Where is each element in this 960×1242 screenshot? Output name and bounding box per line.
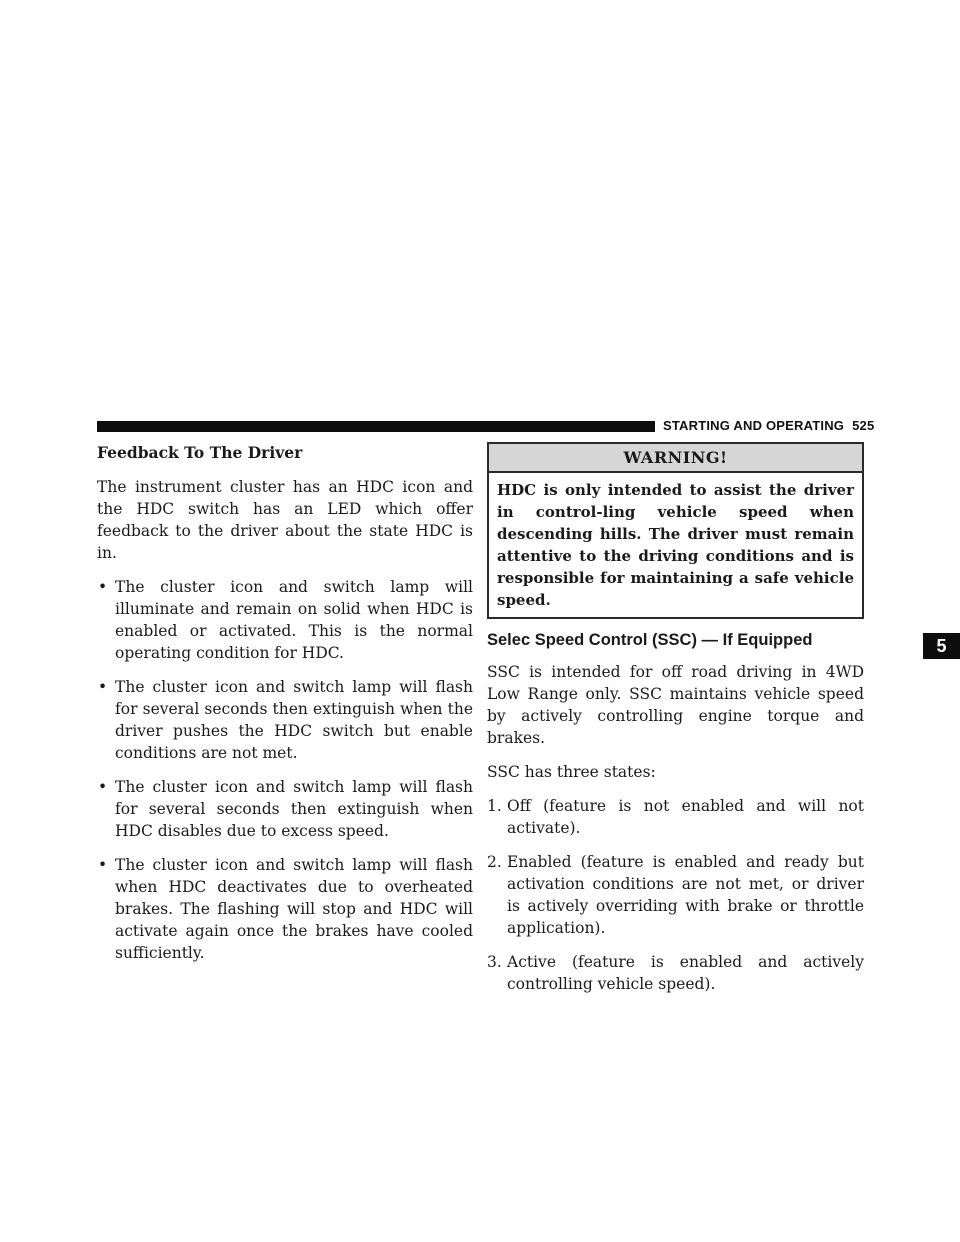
warning-box [487,442,864,619]
list-item [97,776,473,842]
ssc-intro: SSC is intended for off road driving in 4WD Low Range only. SSC maintains vehicle speed by actively controlling engine torque and brakes. [487,663,864,747]
bullet-icon: • [98,778,108,796]
left-column [97,442,473,976]
item-text: Off (feature is not enabled and will not activate). [507,797,864,837]
warning-title: WARNING! [489,444,862,473]
ssc-heading: Selec Speed Control (SSC) — If Equipped [487,631,813,649]
list-item [487,951,864,995]
item-number: 1. [487,797,502,815]
item-text: Enabled (feature is enabled and ready but activation conditions are not met, or driver is actively overriding with brake or throttle application). [507,853,864,937]
feedback-bullet-list [97,576,473,964]
feedback-intro: The instrument cluster has an HDC icon and the HDC switch has an LED which offer feedback to the driver about the state HDC is in. [97,478,473,562]
list-item [487,851,864,939]
list-item [97,576,473,664]
list-item [487,795,864,839]
section-title: STARTING AND OPERATING [663,418,845,433]
bullet-text: The cluster icon and switch lamp will illuminate and remain on solid when HDC is enabled or activated. This is the normal operating condition for HDC. [115,578,473,662]
bullet-text: The cluster icon and switch lamp will flash for several seconds then extinguish when the driver pushes the HDC switch but enable conditions are not met. [115,678,473,762]
page-number: 525 [852,418,875,433]
item-text: Active (feature is enabled and actively controlling vehicle speed). [507,953,864,993]
right-column [487,442,864,1007]
list-item [97,676,473,764]
item-number: 2. [487,853,502,871]
ssc-states-list [487,795,864,995]
list-item [97,854,473,964]
warning-text: HDC is only intended to assist the driver in control-ling vehicle speed when descending hills. The driver must remain attentive to the driving conditions and is responsible for maintaining a safe vehicle speed. [497,481,854,609]
bullet-text: The cluster icon and switch lamp will flash when HDC deactivates due to overheated brakes. The flashing will stop and HDC will activate again once the brakes have cooled sufficiently. [115,856,473,962]
header-rule [97,421,655,432]
bullet-text: The cluster icon and switch lamp will flash for several seconds then extinguish when HDC disables due to excess speed. [115,778,473,840]
bullet-icon: • [98,578,108,596]
bullet-icon: • [98,856,108,874]
bullet-icon: • [98,678,108,696]
feedback-heading: Feedback To The Driver [97,443,303,462]
chapter-tab: 5 [923,633,960,659]
running-header [663,418,874,433]
ssc-states-lead: SSC has three states: [487,763,656,781]
item-number: 3. [487,953,502,971]
